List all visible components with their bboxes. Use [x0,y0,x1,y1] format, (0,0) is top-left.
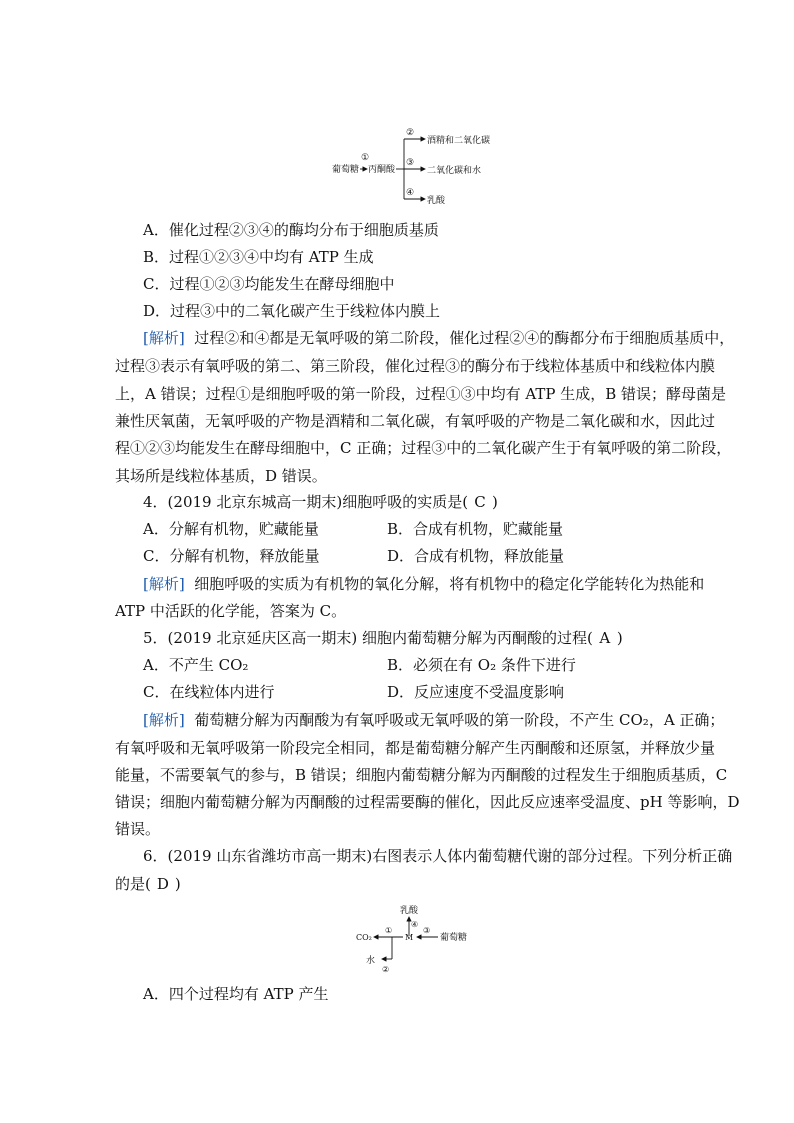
analysis-tag: [解析] [143,329,185,347]
step-1-label: ① [385,926,393,935]
q6-answer: D [156,875,169,893]
q5-option-c: C．在线粒体内进行 [143,683,275,701]
q6-stem-line-1: 6．(2019 山东省潍坊市高一期末)右图表示人体内葡萄糖代谢的部分过程。下列分析正确 [143,847,733,865]
q5-analysis-line-1: [解析] 葡萄糖分解为丙酮酸为有氧呼吸或无氧呼吸的第一阶段，不产生 CO₂，A 正确； [143,711,725,729]
glucose-label: 葡萄糖 [332,165,360,175]
q4-analysis-line-2: ATP 中活跃的化学能，答案为 C。 [115,602,347,620]
q4-analysis-line-1: [解析] 细胞呼吸的实质为有机物的氧化分解，将有机物中的稳定化学能转化为热能和 [143,575,705,593]
q3-option-c: C．过程①②③均能发生在酵母细胞中 [143,275,395,293]
product-alcohol-co2: 酒精和二氧化碳 [427,136,491,146]
q5-option-d: D．反应速度不受温度影响 [387,683,565,701]
q5-analysis-line-4: 错误；细胞内葡萄糖分解为丙酮酸的过程需要酶的催化，因此反应速率受温度、pH 等影响，D [115,793,740,811]
q4-stem: 4．(2019 北京东城高一期末)细胞呼吸的实质是( C ) [143,493,498,511]
pyruvate-label: 丙酮酸 [368,165,396,175]
step-1-label: ① [361,153,370,163]
product-lactic-acid: 乳酸 [427,196,446,206]
step-3-label: ③ [406,158,415,168]
q6-option-a: A．四个过程均有 ATP 产生 [143,985,329,1003]
q4-option-b: B．合成有机物，贮藏能量 [387,520,564,538]
analysis-tag: [解析] [143,711,185,729]
q3-option-b: B．过程①②③④中均有 ATP 生成 [143,248,374,266]
q3-analysis-line-4: 兼性厌氧菌，无氧呼吸的产物是酒精和二氧化碳，有氧呼吸的产物是二氧化碳和水，因此过 [115,412,716,430]
step-3-label: ③ [423,926,431,935]
q4-option-d: D．合成有机物，释放能量 [387,547,565,565]
q4-option-c: C．分解有机物，释放能量 [143,547,320,565]
q3-analysis-line-6: 其场所是线粒体基质，D 错误。 [115,467,327,485]
respiration-pathway-diagram [330,124,500,206]
product-co2-water: 二氧化碳和水 [427,166,482,176]
step-4-label: ④ [406,188,415,198]
analysis-tag: [解析] [143,575,185,593]
q3-option-d: D．过程③中的二氧化碳产生于线粒体内膜上 [143,302,441,320]
q3-analysis-line-1: [解析] 过程②和④都是无氧呼吸的第二阶段，催化过程②④的酶都分布于细胞质基质中， [143,329,735,347]
q3-analysis-line-5: 程①②③均能发生在酵母细胞中，C 正确；过程③中的二氧化碳产生于有氧呼吸的第二阶段， [115,439,732,457]
lactic-acid-label: 乳酸 [400,906,419,916]
glucose-metabolism-diagram [354,903,474,975]
step-2-label: ② [382,965,390,974]
co2-label: CO₂ [356,933,372,942]
water-label: 水 [366,956,376,966]
q3-option-a: A．催化过程②③④的酶均分布于细胞质基质 [143,221,439,239]
q5-analysis-line-3: 能量，不需要氧气的参与，B 错误；细胞内葡萄糖分解为丙酮酸的过程发生于细胞质基质，C [115,766,728,784]
m-label: M [405,933,414,942]
q4-answer: C [474,493,486,511]
q5-answer: A [599,629,611,647]
glucose-label: 葡萄糖 [440,933,468,943]
q5-analysis-line-2: 有氧呼吸和无氧呼吸第一阶段完全相同，都是葡萄糖分解产生丙酮酸和还原氢，并释放少量 [115,739,716,757]
q5-option-a: A．不产生 CO₂ [143,656,249,674]
q3-analysis-line-2: 过程③表示有氧呼吸的第二、第三阶段，催化过程③的酶分布于线粒体基质中和线粒体内膜 [115,357,716,375]
q5-analysis-line-5: 错误。 [115,820,161,838]
q5-option-b: B．必须在有 O₂ 条件下进行 [387,656,576,674]
q5-stem: 5．(2019 北京延庆区高一期末) 细胞内葡萄糖分解为丙酮酸的过程( A ) [143,629,623,647]
step-2-label: ② [406,128,415,138]
q4-option-a: A．分解有机物，贮藏能量 [143,520,319,538]
q6-stem-line-2: 的是( D ) [115,875,181,893]
step-4-label: ④ [411,920,419,929]
q3-analysis-line-3: 上，A 错误；过程①是细胞呼吸的第一阶段，过程①③中均有 ATP 生成，B 错误；酵母菌是 [115,385,727,403]
